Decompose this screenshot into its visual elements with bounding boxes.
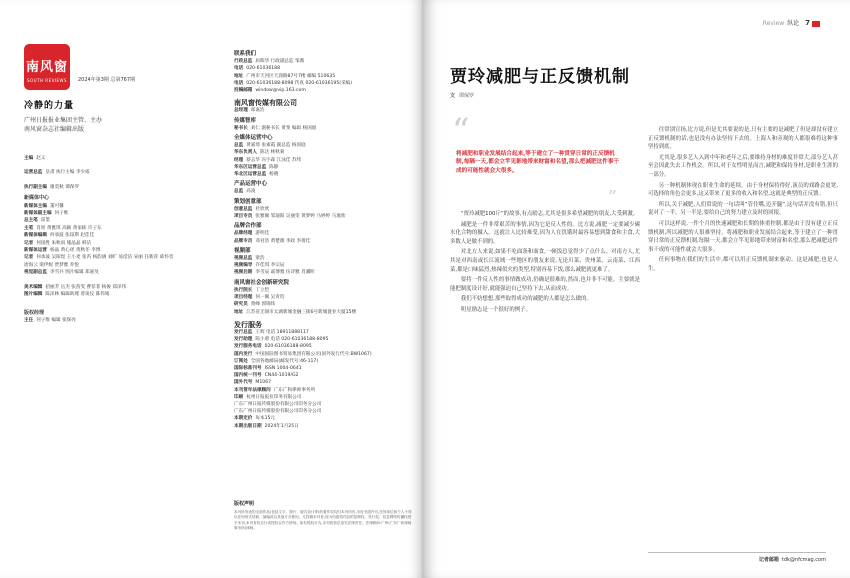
credit-role: 发行助理	[234, 337, 253, 343]
credit-role: 地址	[234, 309, 244, 315]
credit-names: 蔡志华 冯宇森 江泳佳 苏纬	[246, 157, 302, 163]
credit-role: 印刷	[234, 394, 244, 400]
credit-role: 本刊常年法律顾问	[234, 387, 271, 393]
magazine-logo	[24, 44, 70, 90]
byline-author: 谭保罗	[459, 93, 475, 99]
copyright-heading: 版权声明	[234, 501, 255, 507]
credit-names: 陈达 林秋菊	[259, 150, 285, 156]
credit-names: 何子维	[54, 211, 69, 217]
credit-names: 陈小蕾 电话 020-61036188-8095	[255, 337, 329, 343]
credit-row	[234, 394, 412, 401]
section-english: Review	[762, 20, 785, 27]
company-directory	[234, 48, 412, 430]
credit-role: 新媒体运营	[24, 248, 47, 254]
credit-names: 杜欣欣	[255, 206, 270, 212]
credit-names: 高凌	[246, 189, 256, 195]
page-number: 7	[805, 19, 810, 27]
credit-names: 杨晶 黄心瑶 黄秋冬 李博	[49, 248, 101, 254]
credit-names: 广东广州日报传媒股份有限公司印务分公司	[234, 409, 322, 415]
byline-label: 文	[450, 93, 456, 99]
credit-role: 主编	[24, 156, 34, 161]
credit-names: 黄峰 郭锦炜	[250, 302, 276, 308]
credit-row	[234, 336, 412, 343]
credit-role: 研究员	[234, 302, 248, 308]
credit-role: 国内发行	[234, 351, 253, 357]
reporter-email	[759, 556, 826, 563]
section-heading: 新媒体中心	[24, 195, 50, 202]
credit-row	[234, 73, 412, 80]
credit-names: 何国胜 朱秋雨 施晶晶 韩洁	[36, 240, 92, 246]
section-title: 纵论	[787, 20, 800, 27]
credit-names: window@vip.163.com	[255, 88, 306, 94]
credit-row	[234, 107, 412, 114]
credit-names: 肖瑶 黄雅琪 高颖 黄家栋 许子东	[36, 225, 102, 231]
section-heading: 版权经理	[24, 309, 45, 316]
credit-row	[234, 358, 412, 365]
publisher-info	[24, 116, 102, 134]
article-paragraph: 可以这样说,一件个月的快速减肥和长期的体重控制,都是由于没有建立正反馈机制,所以减肥的人很难坚持。将减肥和职业发展结合起来,等于建立了一种贯穿日常的正反馈机制,每隔一天,都会立竿见影地带来财富和名望,那么把减肥这件事干成的可能性就会大很多。	[648, 220, 838, 253]
credit-names: 杨晓	[269, 172, 279, 178]
credit-role: 总监	[234, 143, 244, 149]
article-paragraph: 明星励志是一个很好的例子。	[460, 306, 531, 313]
credit-row	[24, 169, 209, 176]
credit-row	[24, 217, 209, 224]
issue-number: 2024年第3期 总第767期	[78, 77, 136, 83]
credit-role: 总经理	[234, 108, 248, 114]
credit-role: 国内统一刊号	[234, 373, 262, 379]
credit-names: M1067	[255, 380, 272, 386]
credit-row	[234, 287, 412, 294]
copyright-text: 本刊所发表的全部作品(包括文字、图片、版式设计等)的著作权均归本刊所有,未经书面许可,任何单位和个人不得以任何形式转载、摘编或以其他方式使用。凡投稿本刊者,视为同意将作品的复制权、发行权、信息网络传播权授予本刊,本刊有权自行或授权合作方使用。如有侵权行为,本刊将依法追究法律责任。法律顾问:广州(广东广和律师事务所)律师。	[234, 509, 412, 531]
credit-row	[234, 206, 412, 213]
credit-row	[234, 379, 412, 386]
credit-names: 邓君浩 黄楚薇 李政 李倩佳	[255, 238, 311, 244]
credit-role: 记者	[24, 240, 34, 246]
credit-names: 王辉 电话 18911888117	[255, 329, 309, 335]
credit-role: 国际标准刊号	[234, 365, 262, 371]
credit-row	[234, 262, 412, 269]
credit-role: 品牌专员	[234, 238, 253, 244]
credit-row	[24, 155, 209, 162]
section-header	[763, 18, 820, 27]
credit-role: 执行副主编	[24, 184, 47, 190]
section-heading: 南风窗社会创新研究院	[234, 279, 290, 286]
article-paragraph: 任何事物在我们的生活中,都可以用正反馈机制来驱动。这是减肥,也是人生。	[648, 257, 838, 272]
article-column-right	[648, 126, 838, 276]
credit-names: 刘仁 副秘书长 黄斐 编辑 杨国庭	[250, 125, 317, 131]
credit-role: 发行总监	[234, 329, 253, 335]
credit-row	[234, 87, 412, 94]
credit-role: 本期出版日期	[234, 423, 262, 429]
credit-role: 主笔	[24, 225, 34, 231]
byline	[450, 92, 474, 99]
credit-row	[24, 225, 209, 232]
section-heading: 产品运营中心	[234, 181, 268, 188]
credit-names: 2024年1月25日	[264, 423, 299, 429]
credit-role: 地址	[234, 73, 244, 79]
credit-role: 视频总监	[234, 256, 253, 262]
credit-row	[234, 415, 412, 422]
credit-row	[24, 247, 209, 254]
credit-row	[234, 372, 412, 379]
credit-names: 唐海云 梁伊妮 贾梦雅 乔悦	[24, 262, 79, 268]
credit-row	[24, 210, 209, 217]
credit-names: 020-61036188	[246, 66, 281, 72]
credit-row	[234, 80, 412, 87]
credit-role: 项目专员	[234, 214, 253, 220]
article-paragraph: 我们不妨想想,那些取得成功的减肥的人都是怎么做的。	[460, 296, 592, 303]
credit-names: 李雪兵 图片编辑 郑嘉旻	[49, 270, 99, 276]
article-paragraph: 要将一件反人性的事情做成功,仍确是很难的,然而,也并非不可能。主要就是能把制度设计好,就能强迫自己坚持下去,从而成功。	[450, 277, 640, 292]
credit-row	[234, 423, 412, 430]
credit-role: 视频编导	[234, 263, 253, 269]
article-page	[422, 0, 850, 578]
article-title: 贾玲减肥与正反馈机制	[450, 67, 630, 87]
credit-row	[234, 58, 412, 65]
close-quote-icon: ”	[607, 187, 617, 208]
credit-role: 新媒体副主编	[24, 211, 52, 217]
credit-names: 何承波 吴阳煜 王小麦 张芮 杨韵涵 刘旷 易滢洁 宋丽 任新萍 葛怀容	[36, 255, 174, 261]
credit-role: 记者	[24, 255, 34, 261]
magazine-motto: 冷静的力量	[24, 101, 75, 111]
credit-names: 020-61036188-8098 传真 020-61036195(采编)	[246, 80, 353, 86]
credit-row	[234, 301, 412, 308]
section-heading: 品牌合作部	[234, 223, 262, 230]
credit-names: 皇甫 执行主编 李少威	[45, 170, 90, 176]
spacer	[24, 277, 209, 284]
credit-names: 游明佳	[255, 231, 270, 237]
credit-row	[234, 171, 412, 178]
logo-subtitle: SOUTH REVIEWS	[26, 78, 68, 83]
credit-role: 行政总监	[234, 59, 253, 65]
credit-names: 江苏省无锡市太湖新城金融三街6号新城置业大厦15楼	[246, 309, 357, 315]
credit-names: 张雅佩 邹迪阳 吴丽雯 黄梦婷 马婷婷 马逸欣	[255, 214, 346, 220]
credit-names: 赵义	[36, 156, 46, 161]
credit-role: 图片编辑	[24, 292, 43, 298]
credit-names: 何子维 编辑 张保亮	[36, 317, 76, 323]
masthead-page	[0, 0, 422, 578]
credit-names: 全国各地邮局(邮发代号:46-117)	[250, 358, 319, 364]
credit-row	[24, 254, 209, 261]
credit-names: 招丽芳 岳杰 张茜雯 曹菲菲 杨俊 郑泽伟	[45, 284, 127, 290]
article-paragraph: 对北方人来说,如果不吃面条和面食,一顿饭总觉得少了点什么。对南方人,尤其是对西南或长江流域一些地区的朋友来说,无论川菜、贵州菜、云南菜、江西菜,都是口味猛烈,热辣似火的类型,特别容易下饭,那么减肥就更难了。	[450, 249, 640, 273]
section-heading: 传媒智库	[234, 117, 257, 124]
article-paragraph: 所以,关于减肥,人们常说的一句话叫“管住嘴,迈开腿”,这句话并没有错,但只说对了一半。另一半是,要给自己的努力建立及时的回报。	[648, 201, 838, 217]
section-heading: 发行服务	[234, 320, 262, 329]
credit-role: 经理	[234, 157, 244, 163]
credit-names: 黄嘉琦 张素霞 副总监 杨国庭	[246, 143, 306, 149]
publisher-line: 广州日报报业集团主管、主办	[24, 117, 103, 124]
credit-names: 广东广和律师事务所	[273, 387, 316, 393]
credit-role: 视频后期	[234, 270, 253, 276]
credit-role: 电话	[234, 80, 244, 86]
credit-row	[234, 351, 412, 358]
credit-names: 中国国际图书贸易集团有限公司(国外发行代号:BW1067)	[255, 351, 372, 357]
article-column-left	[450, 210, 640, 317]
credit-names: 陈泽林 编辑助理 曾谈仪 陈伟娟	[45, 292, 110, 298]
spacer	[24, 162, 209, 169]
credit-names: 何承波 张琼斯 赵佳佳	[49, 233, 95, 239]
article-paragraph: 尤其是,很多艺人入到中年和老年之后,要维持身材的难度非常大,部分艺人甚至会因此失去工作机会。所以,对于女性明星而言,减肥和保持身材,是职业生涯的一部分。	[648, 154, 838, 178]
credit-role: 投稿邮箱	[234, 88, 253, 94]
credit-names: 广东广州日报传媒股份有限公司印务分公司	[234, 401, 322, 407]
credit-role: 总主笔	[24, 218, 38, 224]
section-heading: 联系我们	[234, 51, 257, 57]
footer-divider	[648, 552, 826, 553]
credit-names: 广州市天河区天润路87号7楼 邮编 510635	[246, 73, 336, 79]
credit-row	[234, 65, 412, 72]
credit-row	[234, 164, 412, 171]
credit-row	[234, 125, 412, 132]
article-paragraph: 减肥是一件非常艰苦的事情,因为它是反人性的。比方说,减肥一定要减少碳水化合物的摄入。这就让人比较难受,因为人在饥饿时最容易想到甜食和主食,大多数人是做不到的。	[450, 221, 640, 245]
credit-names: 屈晖华 行政副总监 邹薇	[255, 59, 305, 65]
credit-names: 每本15元	[255, 416, 276, 422]
credit-row	[234, 329, 412, 336]
credit-names: 杭州日报报业印务有限公司	[246, 394, 302, 400]
credit-row	[234, 387, 412, 394]
credit-role: 视觉副总监	[24, 270, 47, 276]
pull-quote-text: 将减肥和职业发展结合起来,等于建立了一种贯穿日常的正反馈机制,每隔一天,都会立竿见影地带来财富和名望,那么把减肥这件事干成的可能性就会大很多。	[456, 151, 620, 174]
credit-role: 订阅处	[234, 358, 248, 364]
credit-role: 执行院长	[234, 287, 253, 293]
credit-names: 丁立恺	[255, 287, 270, 293]
logo-mark: 南风窗	[25, 60, 68, 75]
credit-names: 许佳琪 李宗辰	[255, 263, 285, 269]
credit-row	[24, 291, 209, 298]
credit-role: 本期定价	[234, 416, 253, 422]
credit-names: 梁浩	[255, 256, 265, 262]
email-address: tdk@nfcmag.com	[781, 557, 826, 563]
credit-row	[24, 240, 209, 247]
pull-quote	[450, 111, 635, 208]
article-paragraph: “贾玲减肥100斤”的故事,有点励志,尤其是很多希望减肥的朋友,大受刺激。	[460, 211, 639, 217]
credit-row	[234, 157, 412, 164]
credit-names: CN44-1019/G2	[264, 373, 299, 379]
credit-role: 国外代号	[234, 380, 253, 386]
credit-role: 总监	[234, 189, 244, 195]
credit-row	[234, 188, 412, 195]
open-quote-icon: “	[452, 111, 470, 151]
section-heading: 策划创意部	[234, 198, 262, 205]
credit-names: 李雪辰 戚博雅 伍诗雅 肖骥昕	[255, 270, 315, 276]
credit-role: 华北区运营总监	[234, 172, 267, 178]
credit-row	[24, 284, 209, 291]
credit-role: 华东负责人	[234, 150, 257, 156]
credit-row	[234, 309, 412, 316]
article-paragraph: 往常别宣扬,比方说,但是尤其要说的是,只有主要的是减肥了但是却没有建立正反馈机制的话,也是没有办法坚持下去的。上海人和旁观的人都很难将这种事坚持到底。	[648, 127, 838, 151]
editorial-credits	[24, 155, 209, 324]
credit-row	[24, 203, 209, 210]
credit-row	[234, 343, 412, 350]
credit-role: 创意总监	[234, 206, 253, 212]
credit-names: 董可馨	[49, 203, 64, 209]
credit-names: 何一佩 吴青钧	[255, 295, 285, 301]
credit-row	[234, 230, 412, 237]
credit-names: 谢奕秋 谭保罗	[49, 184, 80, 190]
credit-role: 运营总监	[24, 170, 43, 176]
credit-row	[234, 408, 412, 415]
credit-row	[234, 213, 412, 220]
credit-row	[234, 294, 412, 301]
credit-role: 发行服务电话	[234, 344, 262, 350]
credit-row	[24, 184, 209, 191]
credit-role: 美术编辑	[24, 284, 43, 290]
credit-row	[234, 269, 412, 276]
credit-role: 新媒体编辑	[24, 233, 47, 239]
credit-role: 品牌经理	[234, 231, 253, 237]
credit-role: 电话	[234, 66, 244, 72]
credit-row	[24, 317, 209, 324]
credit-row	[24, 232, 209, 239]
credit-names: ISSN 1004-0641	[264, 365, 302, 371]
credit-names: 郑嘉浩	[250, 108, 265, 114]
credit-role: 秘书长	[234, 125, 248, 131]
section-heading: 南风窗传媒有限公司	[234, 99, 297, 108]
credit-row	[234, 238, 412, 245]
credit-row	[234, 255, 412, 262]
credit-row	[234, 149, 412, 156]
credit-row	[24, 262, 209, 269]
credit-row	[24, 269, 209, 276]
credit-row	[234, 401, 412, 408]
section-heading: 视频部	[234, 247, 251, 254]
credit-role: 主任	[24, 317, 34, 323]
credit-row	[234, 142, 412, 149]
credit-role: 项目经理	[234, 295, 253, 301]
red-bar-icon	[812, 21, 820, 27]
credit-names: 雷墨	[40, 218, 50, 224]
credit-names: 020-61036188-8095	[264, 344, 312, 350]
credit-role: 华东区运营总监	[234, 164, 267, 170]
credit-names: 陈静	[269, 164, 279, 170]
spacer	[24, 177, 209, 184]
copyright-notice	[234, 502, 412, 532]
credit-role: 新媒体主编	[24, 203, 47, 209]
article-paragraph: 另一种机制体现在职业生命的延续。由于身材保持得好,演员的戏路会更宽,可选择的角色会更多,这又带来了更多的收入和名望,这就是典型的正反馈。	[648, 182, 838, 198]
publisher-line: 南风窗杂志社编辑出版	[24, 126, 85, 133]
email-label: 记者邮箱	[758, 557, 779, 563]
spacer	[24, 299, 209, 306]
section-heading: 全媒体运营中心	[234, 135, 273, 142]
credit-row	[234, 365, 412, 372]
